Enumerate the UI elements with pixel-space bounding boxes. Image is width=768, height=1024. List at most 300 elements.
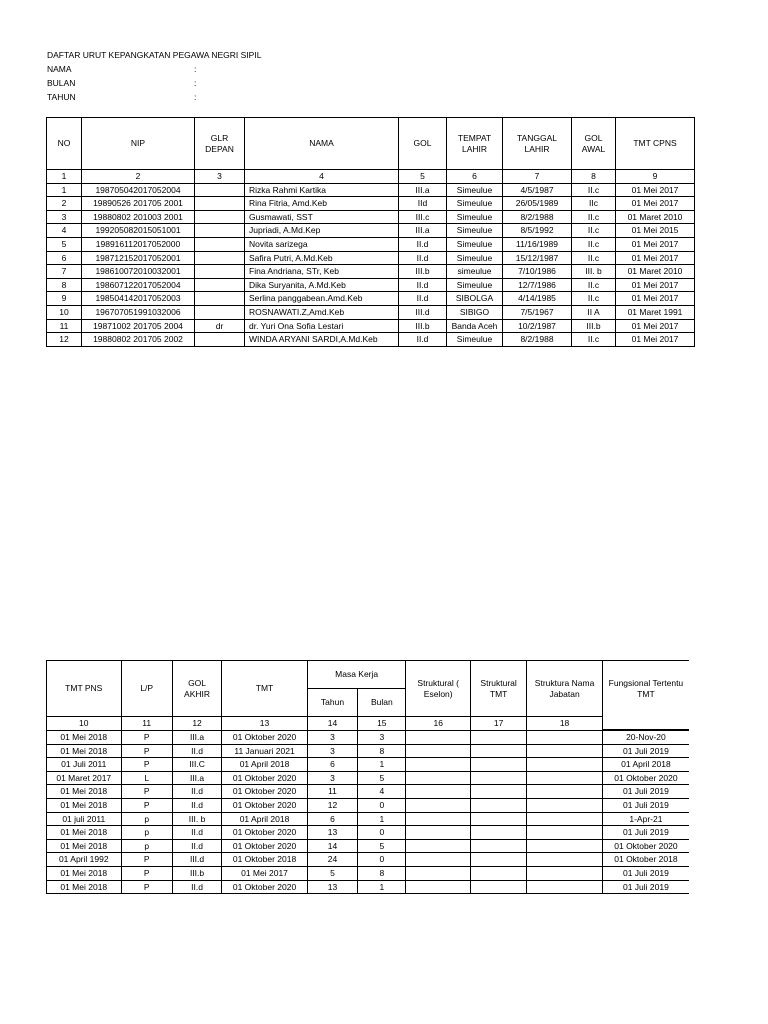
cell-no: 8 [47, 278, 82, 292]
cell-tempat-lahir: Simeulue [447, 224, 503, 238]
cell-fungsional-tmt: 01 Juli 2019 [602, 880, 689, 894]
cell-nip: 198712152017052001 [82, 251, 195, 265]
cell-gol-akhir: III.d [172, 853, 221, 867]
table2-body [47, 730, 690, 894]
cell-tmt: 01 Oktober 2020 [222, 839, 308, 853]
table1-header-row [47, 118, 695, 170]
cell-tempat-lahir: Simeulue [447, 333, 503, 347]
cell-gol-akhir: II.d [172, 839, 221, 853]
cell-tempat-lahir: SIBIGO [447, 305, 503, 319]
table-row [47, 758, 690, 772]
cell-struktural-eselon [406, 839, 470, 853]
cell-tanggal-lahir: 26/05/1989 [503, 197, 572, 211]
cell-tmt-cpns: 01 Mei 2017 [616, 237, 695, 251]
cell-bulan: 8 [358, 744, 406, 758]
cell-tanggal-lahir: 4/5/1987 [503, 183, 572, 197]
table-row [47, 305, 695, 319]
table-row [47, 237, 695, 251]
cell-tahun: 12 [307, 799, 357, 813]
cell-glr-depan [195, 210, 245, 224]
cell-tmt-pns: 01 Mei 2018 [47, 744, 122, 758]
header-tmt-pns: TMT PNS [47, 661, 122, 717]
cell-struktural-nama [527, 826, 603, 840]
cell-struktural-eselon [406, 758, 470, 772]
col-number: 3 [195, 170, 245, 184]
cell-bulan: 8 [358, 867, 406, 881]
cell-gol-akhir: III.a [172, 771, 221, 785]
cell-tmt-pns: 01 Mei 2018 [47, 730, 122, 744]
cell-tahun: 13 [307, 880, 357, 894]
cell-tmt-pns: 01 Mei 2018 [47, 826, 122, 840]
table-row [47, 265, 695, 279]
cell-fungsional-tmt: 01 Oktober 2018 [602, 853, 689, 867]
cell-no: 12 [47, 333, 82, 347]
cell-fungsional-tmt: 01 Juli 2019 [602, 744, 689, 758]
cell-fungsional-tmt: 01 Oktober 2020 [602, 839, 689, 853]
cell-glr-depan [195, 292, 245, 306]
cell-nip: 19880802 201003 2001 [82, 210, 195, 224]
cell-struktural-eselon [406, 880, 470, 894]
cell-struktural-eselon [406, 799, 470, 813]
cell-gol-awal: II.c [572, 183, 616, 197]
cell-gol-awal: II.c [572, 333, 616, 347]
header-tempat-lahir: TEMPAT LAHIR [447, 118, 503, 170]
cell-nip: 199205082015051001 [82, 224, 195, 238]
cell-lp: p [121, 812, 172, 826]
header-bulan: Bulan [358, 689, 406, 717]
cell-bulan: 1 [358, 758, 406, 772]
cell-no: 4 [47, 224, 82, 238]
cell-gol-akhir: III.a [172, 730, 221, 744]
cell-struktural-eselon [406, 853, 470, 867]
cell-no: 3 [47, 210, 82, 224]
cell-struktural-eselon [406, 771, 470, 785]
cell-bulan: 4 [358, 785, 406, 799]
field-bulan [47, 76, 261, 90]
cell-bulan: 3 [358, 730, 406, 744]
cell-no: 10 [47, 305, 82, 319]
header-gol: GOL [399, 118, 447, 170]
cell-struktural-tmt [470, 867, 526, 881]
cell-glr-depan [195, 197, 245, 211]
col-number: 1 [47, 170, 82, 184]
col-number: 4 [245, 170, 399, 184]
cell-struktural-nama [527, 812, 603, 826]
cell-gol: II.d [399, 251, 447, 265]
cell-gol: IId [399, 197, 447, 211]
document-header [47, 48, 261, 104]
table-row [47, 224, 695, 238]
cell-lp: P [121, 785, 172, 799]
cell-bulan: 5 [358, 771, 406, 785]
cell-struktural-tmt [470, 799, 526, 813]
cell-struktural-nama [527, 785, 603, 799]
cell-tempat-lahir: Banda Aceh [447, 319, 503, 333]
cell-tempat-lahir: Simeulue [447, 210, 503, 224]
col-number: 2 [82, 170, 195, 184]
cell-tempat-lahir: Simeulue [447, 183, 503, 197]
cell-struktural-nama [527, 799, 603, 813]
table-row [47, 826, 690, 840]
header-tahun: Tahun [307, 689, 357, 717]
cell-tanggal-lahir: 8/2/1988 [503, 333, 572, 347]
table1-number-row [47, 170, 695, 184]
cell-fungsional-tmt: 20-Nov-20 [602, 730, 689, 744]
cell-struktural-tmt [470, 785, 526, 799]
cell-tmt: 01 Oktober 2020 [222, 826, 308, 840]
cell-struktural-tmt [470, 812, 526, 826]
field-tahun-sep: : [194, 92, 197, 102]
cell-tmt: 01 April 2018 [222, 758, 308, 772]
col-number: 5 [399, 170, 447, 184]
cell-fungsional-tmt: 01 Juli 2019 [602, 826, 689, 840]
cell-glr-depan [195, 237, 245, 251]
cell-struktural-tmt [470, 880, 526, 894]
cell-lp: P [121, 799, 172, 813]
table-row [47, 812, 690, 826]
header-nama: NAMA [245, 118, 399, 170]
col-number: 16 [406, 717, 470, 731]
cell-tmt: 11 Januari 2021 [222, 744, 308, 758]
cell-tmt-pns: 01 Mei 2018 [47, 785, 122, 799]
table-row [47, 771, 690, 785]
col-number: 10 [47, 717, 122, 731]
cell-tmt-pns: 01 Maret 2017 [47, 771, 122, 785]
field-tahun-label: TAHUN [47, 92, 76, 102]
cell-nama: Gusmawati, SST [245, 210, 399, 224]
cell-nama: Rizka Rahmi Kartika [245, 183, 399, 197]
cell-lp: P [121, 744, 172, 758]
cell-tmt-cpns: 01 Mei 2017 [616, 319, 695, 333]
col-number: 18 [527, 717, 603, 731]
cell-bulan: 1 [358, 812, 406, 826]
employee-table-continued [46, 660, 689, 894]
cell-struktural-tmt [470, 730, 526, 744]
cell-struktural-eselon [406, 730, 470, 744]
table-row [47, 197, 695, 211]
cell-tmt: 01 Oktober 2018 [222, 853, 308, 867]
cell-nip: 19871002 201705 2004 [82, 319, 195, 333]
document-title: DAFTAR URUT KEPANGKATAN PEGAWA NEGRI SIPIL [47, 50, 262, 60]
cell-nama: Serlina panggabean.Amd.Keb [245, 292, 399, 306]
header-gol-awal: GOL AWAL [572, 118, 616, 170]
cell-gol-akhir: II.d [172, 799, 221, 813]
cell-struktural-tmt [470, 744, 526, 758]
table-row [47, 799, 690, 813]
cell-lp: p [121, 826, 172, 840]
cell-struktural-nama [527, 744, 603, 758]
cell-no: 7 [47, 265, 82, 279]
cell-struktural-nama [527, 771, 603, 785]
cell-struktural-nama [527, 730, 603, 744]
cell-struktural-eselon [406, 785, 470, 799]
cell-tanggal-lahir: 11/16/1989 [503, 237, 572, 251]
col-number: 12 [172, 717, 221, 731]
cell-struktural-nama [527, 880, 603, 894]
cell-tmt-cpns: 01 Mei 2017 [616, 278, 695, 292]
cell-tmt: 01 April 2018 [222, 812, 308, 826]
col-number [602, 717, 689, 731]
cell-tahun: 13 [307, 826, 357, 840]
cell-no: 2 [47, 197, 82, 211]
cell-lp: P [121, 758, 172, 772]
table-row [47, 853, 690, 867]
cell-tmt-cpns: 01 Mei 2015 [616, 224, 695, 238]
field-bulan-sep: : [194, 78, 197, 88]
table-row [47, 319, 695, 333]
cell-fungsional-tmt: 01 Oktober 2020 [602, 771, 689, 785]
table1-body [47, 183, 695, 346]
cell-struktural-tmt [470, 758, 526, 772]
cell-nama: Novita sarizega [245, 237, 399, 251]
header-lp: L/P [121, 661, 172, 717]
cell-tahun: 5 [307, 867, 357, 881]
cell-glr-depan [195, 333, 245, 347]
table-row [47, 278, 695, 292]
cell-nama: Dika Suryanita, A.Md.Keb [245, 278, 399, 292]
cell-bulan: 0 [358, 799, 406, 813]
cell-bulan: 0 [358, 826, 406, 840]
cell-struktural-tmt [470, 771, 526, 785]
table-row [47, 251, 695, 265]
header-tmt-cpns: TMT CPNS [616, 118, 695, 170]
cell-gol: II.d [399, 237, 447, 251]
cell-glr-depan [195, 251, 245, 265]
cell-tahun: 14 [307, 839, 357, 853]
cell-struktural-eselon [406, 867, 470, 881]
cell-fungsional-tmt: 01 April 2018 [602, 758, 689, 772]
table-row [47, 839, 690, 853]
field-tahun [47, 90, 261, 104]
cell-glr-depan [195, 224, 245, 238]
cell-nama: WINDA ARYANI SARDI,A.Md.Keb [245, 333, 399, 347]
cell-gol-akhir: II.d [172, 880, 221, 894]
field-bulan-label: BULAN [47, 78, 76, 88]
cell-nip: 198916112017052000 [82, 237, 195, 251]
header-struktural-tmt: Struktural TMT [470, 661, 526, 717]
employee-table-main [46, 117, 695, 347]
cell-nip: 198607122017052004 [82, 278, 195, 292]
cell-tmt-cpns: 01 Mei 2017 [616, 197, 695, 211]
header-nip: NIP [82, 118, 195, 170]
cell-gol: II.d [399, 278, 447, 292]
cell-glr-depan [195, 183, 245, 197]
cell-gol-awal: II.c [572, 224, 616, 238]
cell-gol-akhir: II.d [172, 785, 221, 799]
col-number: 6 [447, 170, 503, 184]
cell-tmt: 01 Oktober 2020 [222, 730, 308, 744]
cell-gol: II.d [399, 333, 447, 347]
cell-nip: 19880802 201705 2002 [82, 333, 195, 347]
cell-bulan: 1 [358, 880, 406, 894]
cell-tmt-pns: 01 April 1992 [47, 853, 122, 867]
cell-no: 5 [47, 237, 82, 251]
cell-glr-depan [195, 265, 245, 279]
cell-struktural-tmt [470, 826, 526, 840]
cell-nip: 196707051991032006 [82, 305, 195, 319]
cell-nip: 198504142017052003 [82, 292, 195, 306]
cell-struktural-nama [527, 853, 603, 867]
cell-fungsional-tmt: 1-Apr-21 [602, 812, 689, 826]
cell-tmt-pns: 01 Mei 2018 [47, 880, 122, 894]
cell-tmt: 01 Oktober 2020 [222, 785, 308, 799]
table-row [47, 730, 690, 744]
cell-nama: Safira Putri, A.Md.Keb [245, 251, 399, 265]
table2-number-row [47, 717, 690, 731]
header-fungsional-tmt: Fungsional Tertentu TMT [602, 661, 689, 717]
header-struktural-eselon: Struktural ( Eselon) [406, 661, 470, 717]
cell-tmt-pns: 01 Mei 2018 [47, 867, 122, 881]
cell-fungsional-tmt: 01 Juli 2019 [602, 867, 689, 881]
col-number: 7 [503, 170, 572, 184]
cell-lp: L [121, 771, 172, 785]
cell-nip: 198705042017052004 [82, 183, 195, 197]
cell-tempat-lahir: Simeulue [447, 237, 503, 251]
cell-struktural-tmt [470, 839, 526, 853]
cell-gol-awal: IIc [572, 197, 616, 211]
cell-tmt: 01 Oktober 2020 [222, 799, 308, 813]
cell-fungsional-tmt: 01 Juli 2019 [602, 785, 689, 799]
cell-gol-akhir: II.d [172, 826, 221, 840]
col-number: 9 [616, 170, 695, 184]
col-number: 15 [358, 717, 406, 731]
cell-tanggal-lahir: 8/2/1988 [503, 210, 572, 224]
cell-gol-awal: II A [572, 305, 616, 319]
field-nama-label: NAMA [47, 64, 72, 74]
cell-tmt: 01 Oktober 2020 [222, 880, 308, 894]
cell-gol: III.d [399, 305, 447, 319]
cell-bulan: 0 [358, 853, 406, 867]
header-no: NO [47, 118, 82, 170]
cell-gol-awal: III.b [572, 319, 616, 333]
cell-tanggal-lahir: 15/12/1987 [503, 251, 572, 265]
col-number: 13 [222, 717, 308, 731]
col-number: 8 [572, 170, 616, 184]
cell-no: 1 [47, 183, 82, 197]
cell-tahun: 24 [307, 853, 357, 867]
cell-gol-awal: III. b [572, 265, 616, 279]
cell-tmt-cpns: 01 Mei 2017 [616, 183, 695, 197]
cell-struktural-nama [527, 758, 603, 772]
cell-tmt-pns: 01 Mei 2018 [47, 839, 122, 853]
cell-no: 11 [47, 319, 82, 333]
cell-tanggal-lahir: 8/5/1992 [503, 224, 572, 238]
cell-tahun: 3 [307, 771, 357, 785]
cell-tempat-lahir: Simeulue [447, 251, 503, 265]
cell-no: 6 [47, 251, 82, 265]
cell-glr-depan [195, 305, 245, 319]
cell-gol-awal: II.c [572, 251, 616, 265]
header-struktural-nama-jabatan: Struktura Nama Jabatan [527, 661, 603, 717]
cell-no: 9 [47, 292, 82, 306]
cell-tmt-pns: 01 juli 2011 [47, 812, 122, 826]
table-row [47, 744, 690, 758]
header-gol-akhir: GOL AKHIR [172, 661, 221, 717]
cell-tanggal-lahir: 12/7/1986 [503, 278, 572, 292]
cell-lp: P [121, 730, 172, 744]
cell-gol-awal: II.c [572, 237, 616, 251]
col-number: 11 [121, 717, 172, 731]
cell-gol-awal: II.c [572, 278, 616, 292]
cell-struktural-nama [527, 839, 603, 853]
cell-tempat-lahir: SIBOLGA [447, 292, 503, 306]
table-row [47, 867, 690, 881]
cell-gol: III.b [399, 319, 447, 333]
field-nama [47, 62, 261, 76]
cell-tempat-lahir: Simeulue [447, 197, 503, 211]
cell-tmt-cpns: 01 Maret 1991 [616, 305, 695, 319]
table-row [47, 210, 695, 224]
header-tmt: TMT [222, 661, 308, 717]
cell-tanggal-lahir: 7/5/1967 [503, 305, 572, 319]
cell-tmt-pns: 01 Juli 2011 [47, 758, 122, 772]
cell-tmt-cpns: 01 Mei 2017 [616, 292, 695, 306]
cell-gol: III.b [399, 265, 447, 279]
cell-nip: 19890526 201705 2001 [82, 197, 195, 211]
cell-gol-akhir: III.b [172, 867, 221, 881]
cell-nama: Rina Fitria, Amd.Keb [245, 197, 399, 211]
table-row [47, 880, 690, 894]
header-masa-kerja: Masa Kerja [307, 661, 406, 689]
cell-gol-awal: II.c [572, 210, 616, 224]
cell-tahun: 6 [307, 812, 357, 826]
cell-gol: II.d [399, 292, 447, 306]
cell-gol: III.c [399, 210, 447, 224]
col-number: 14 [307, 717, 357, 731]
cell-tmt-pns: 01 Mei 2018 [47, 799, 122, 813]
cell-bulan: 5 [358, 839, 406, 853]
cell-glr-depan [195, 278, 245, 292]
cell-tanggal-lahir: 7/10/1986 [503, 265, 572, 279]
cell-tanggal-lahir: 10/2/1987 [503, 319, 572, 333]
cell-struktural-eselon [406, 812, 470, 826]
table-row [47, 785, 690, 799]
table-row [47, 292, 695, 306]
cell-tmt-cpns: 01 Mei 2017 [616, 333, 695, 347]
cell-lp: P [121, 853, 172, 867]
cell-gol-akhir: III. b [172, 812, 221, 826]
cell-nama: ROSNAWATI.Z,Amd.Keb [245, 305, 399, 319]
cell-lp: p [121, 839, 172, 853]
cell-lp: P [121, 880, 172, 894]
cell-tempat-lahir: simeulue [447, 265, 503, 279]
cell-tmt: 01 Mei 2017 [222, 867, 308, 881]
cell-gol: III.a [399, 183, 447, 197]
cell-nama: Fina Andriana, STr, Keb [245, 265, 399, 279]
cell-fungsional-tmt: 01 Juli 2019 [602, 799, 689, 813]
field-nama-sep: : [194, 64, 197, 74]
cell-struktural-tmt [470, 853, 526, 867]
cell-struktural-eselon [406, 826, 470, 840]
cell-struktural-eselon [406, 744, 470, 758]
cell-tmt-cpns: 01 Mei 2017 [616, 251, 695, 265]
cell-nama: dr. Yuri Ona Sofia Lestari [245, 319, 399, 333]
cell-tmt-cpns: 01 Maret 2010 [616, 210, 695, 224]
cell-gol-akhir: III.C [172, 758, 221, 772]
cell-tmt-cpns: 01 Maret 2010 [616, 265, 695, 279]
cell-gol-akhir: II.d [172, 744, 221, 758]
cell-tmt: 01 Oktober 2020 [222, 771, 308, 785]
header-glr-depan: GLR DEPAN [195, 118, 245, 170]
cell-tahun: 11 [307, 785, 357, 799]
cell-tahun: 6 [307, 758, 357, 772]
table-row [47, 333, 695, 347]
cell-struktural-nama [527, 867, 603, 881]
cell-nip: 198610072010032001 [82, 265, 195, 279]
cell-nama: Jupriadi, A.Md.Kep [245, 224, 399, 238]
cell-tempat-lahir: Simeulue [447, 278, 503, 292]
cell-lp: P [121, 867, 172, 881]
